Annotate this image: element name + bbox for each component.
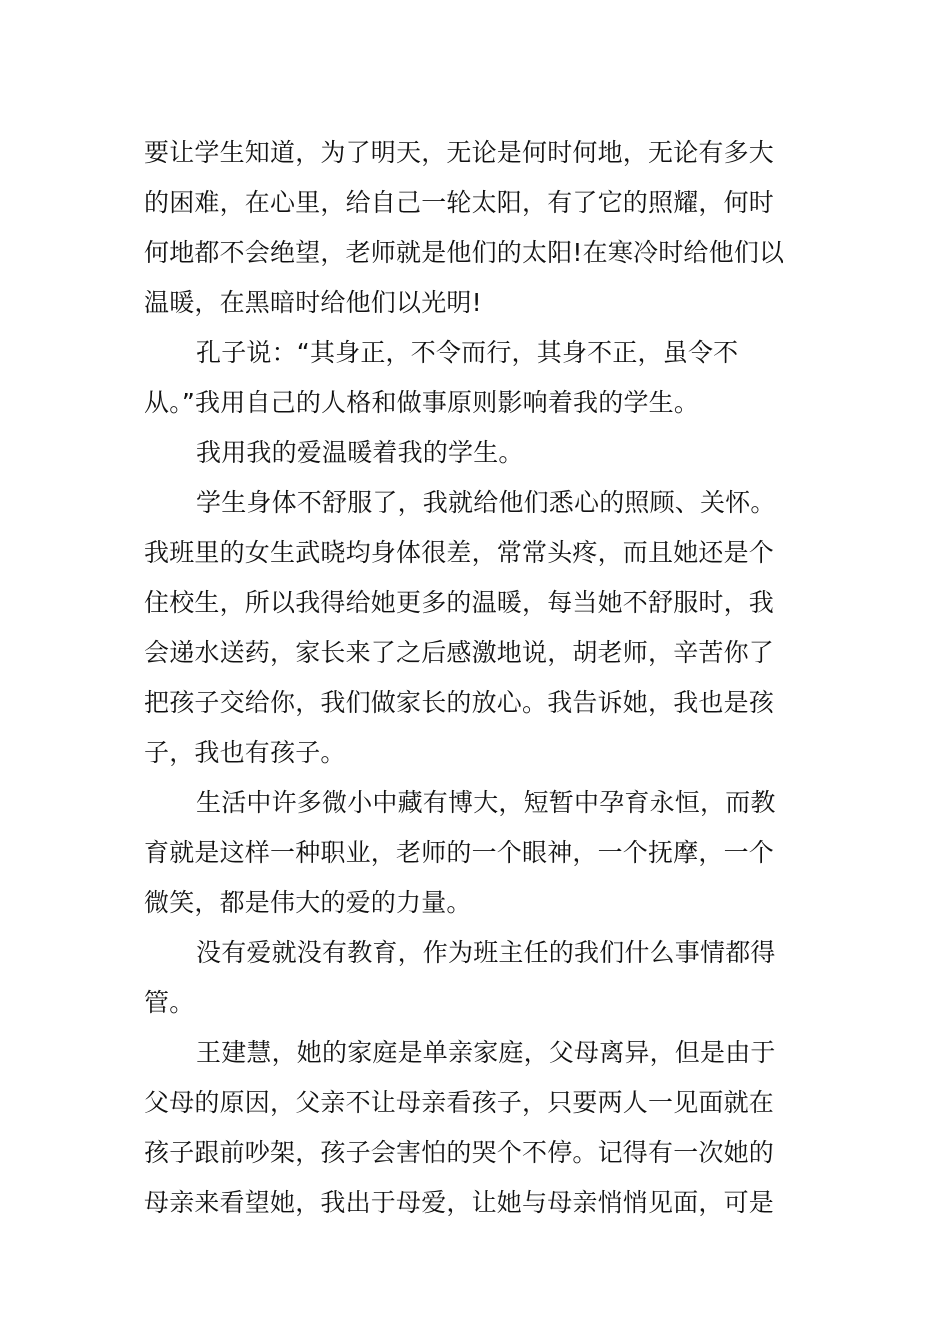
- text-line: 我班里的女生武晓均身体很差，常常头疼，而且她还是个: [144, 538, 775, 567]
- text-line: 会递水送药，家长来了之后感激地说，胡老师，辛苦你了: [144, 638, 775, 667]
- paragraph-first-line: 王建慧，她的家庭是单亲家庭，父母离异，但是由于: [196, 1038, 776, 1067]
- text-line: 从。”我用自己的人格和做事原则影响着我的学生。: [144, 388, 700, 417]
- paragraph-first-line: 没有爱就没有教育，作为班主任的我们什么事情都得: [196, 938, 776, 967]
- text-line: 住校生，所以我得给她更多的温暖，每当她不舒服时，我: [144, 588, 775, 617]
- text-line: 育就是这样一种职业，老师的一个眼神，一个抚摩，一个: [144, 838, 775, 867]
- paragraph-first-line: 我用我的爱温暖着我的学生。: [196, 438, 524, 467]
- paragraph-first-line: 学生身体不舒服了，我就给他们悉心的照顾、关怀。: [196, 488, 776, 517]
- document-body: [144, 128, 808, 1228]
- text-line: 母亲来看望她，我出于母爱，让她与母亲悄悄见面，可是: [144, 1188, 775, 1217]
- text-line: 何地都不会绝望，老师就是他们的太阳!在寒冷时给他们以: [144, 238, 785, 267]
- text-line: 父母的原因，父亲不让母亲看孩子，只要两人一见面就在: [144, 1088, 775, 1117]
- text-line: 微笑，都是伟大的爱的力量。: [144, 888, 472, 917]
- text-line: 温暖，在黑暗时给他们以光明!: [144, 288, 482, 317]
- text-line: 把孩子交给你，我们做家长的放心。我告诉她，我也是孩: [144, 688, 775, 717]
- paragraph-first-line: 孔子说：“其身正，不令而行，其身不正，虽令不: [196, 338, 739, 367]
- text-line: 子，我也有孩子。: [144, 738, 346, 767]
- paragraph-first-line: 生活中许多微小中藏有博大，短暂中孕育永恒，而教: [196, 788, 776, 817]
- text-line: 的困难，在心里，给自己一轮太阳，有了它的照耀，何时: [144, 188, 775, 217]
- document-page: [144, 128, 808, 1228]
- text-line: 孩子跟前吵架，孩子会害怕的哭个不停。记得有一次她的: [144, 1138, 775, 1167]
- text-line: 管。: [144, 988, 195, 1017]
- text-line: 要让学生知道，为了明天，无论是何时何地，无论有多大: [144, 138, 775, 167]
